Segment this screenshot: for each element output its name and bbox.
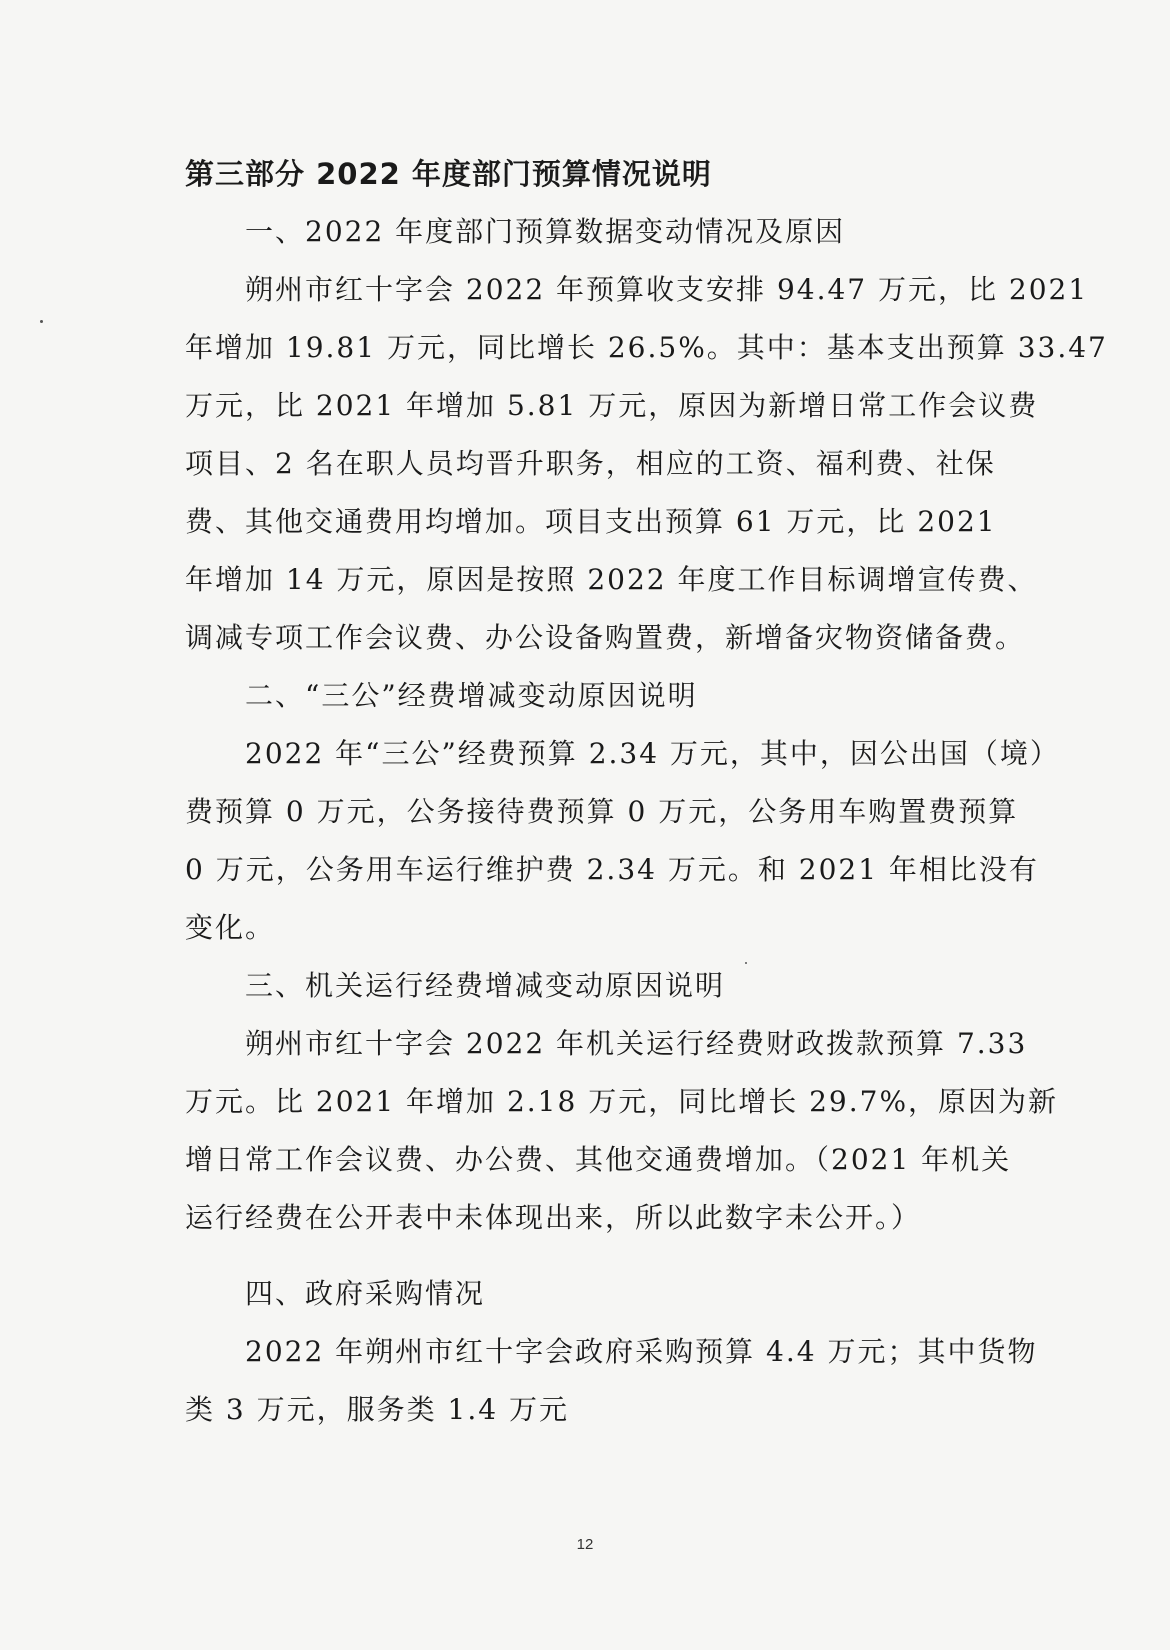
- paragraph-line: 2022 年朔州市红十字会政府采购预算 4.4 万元；其中货物: [245, 1335, 1038, 1368]
- section-heading-2: 二、“三公”经费增减变动原因说明: [245, 679, 698, 712]
- section-heading-1: 一、2022 年度部门预算数据变动情况及原因: [245, 215, 846, 248]
- paragraph-line: 项目、2 名在职人员均晋升职务，相应的工资、福利费、社保: [185, 447, 996, 480]
- paragraph-line: 类 3 万元，服务类 1.4 万元: [185, 1393, 569, 1426]
- paragraph-line: 年增加 14 万元，原因是按照 2022 年度工作目标调增宣传费、: [185, 563, 1038, 596]
- paragraph-line: 调减专项工作会议费、办公设备购置费，新增备灾物资储备费。: [185, 621, 1026, 654]
- paragraph-line: 万元。比 2021 年增加 2.18 万元，同比增长 29.7%，原因为新: [185, 1085, 1059, 1118]
- paragraph-line: 2022 年“三公”经费预算 2.34 万元，其中，因公出国（境）: [245, 737, 1060, 770]
- paragraph-line: 增日常工作会议费、办公费、其他交通费增加。（2021 年机关: [185, 1143, 1012, 1176]
- paragraph-line: 年增加 19.81 万元，同比增长 26.5%。其中：基本支出预算 33.47: [185, 331, 1108, 364]
- scan-speck: [745, 962, 747, 964]
- paragraph-line: 朔州市红十字会 2022 年预算收支安排 94.47 万元，比 2021: [245, 273, 1089, 306]
- paragraph-line: 0 万元，公务用车运行维护费 2.34 万元。和 2021 年相比没有: [185, 853, 1039, 886]
- paragraph-line: 费预算 0 万元，公务接待费预算 0 万元，公务用车购置费预算: [185, 795, 1019, 828]
- scan-speck: [40, 320, 43, 323]
- paragraph-line: 运行经费在公开表中未体现出来，所以此数字未公开。）: [185, 1201, 922, 1234]
- paragraph-line: 变化。: [185, 911, 276, 944]
- section-heading-4: 四、政府采购情况: [245, 1277, 486, 1310]
- paragraph-line: 万元，比 2021 年增加 5.81 万元，原因为新增日常工作会议费: [185, 389, 1039, 422]
- paragraph-line: 朔州市红十字会 2022 年机关运行经费财政拨款预算 7.33: [245, 1027, 1028, 1060]
- paragraph-line: 费、其他交通费用均增加。项目支出预算 61 万元，比 2021: [185, 505, 997, 538]
- section-heading-3: 三、机关运行经费增减变动原因说明: [245, 969, 726, 1002]
- page-title: 第三部分 2022 年度部门预算情况说明: [185, 157, 712, 191]
- page-number: 12: [576, 1536, 594, 1553]
